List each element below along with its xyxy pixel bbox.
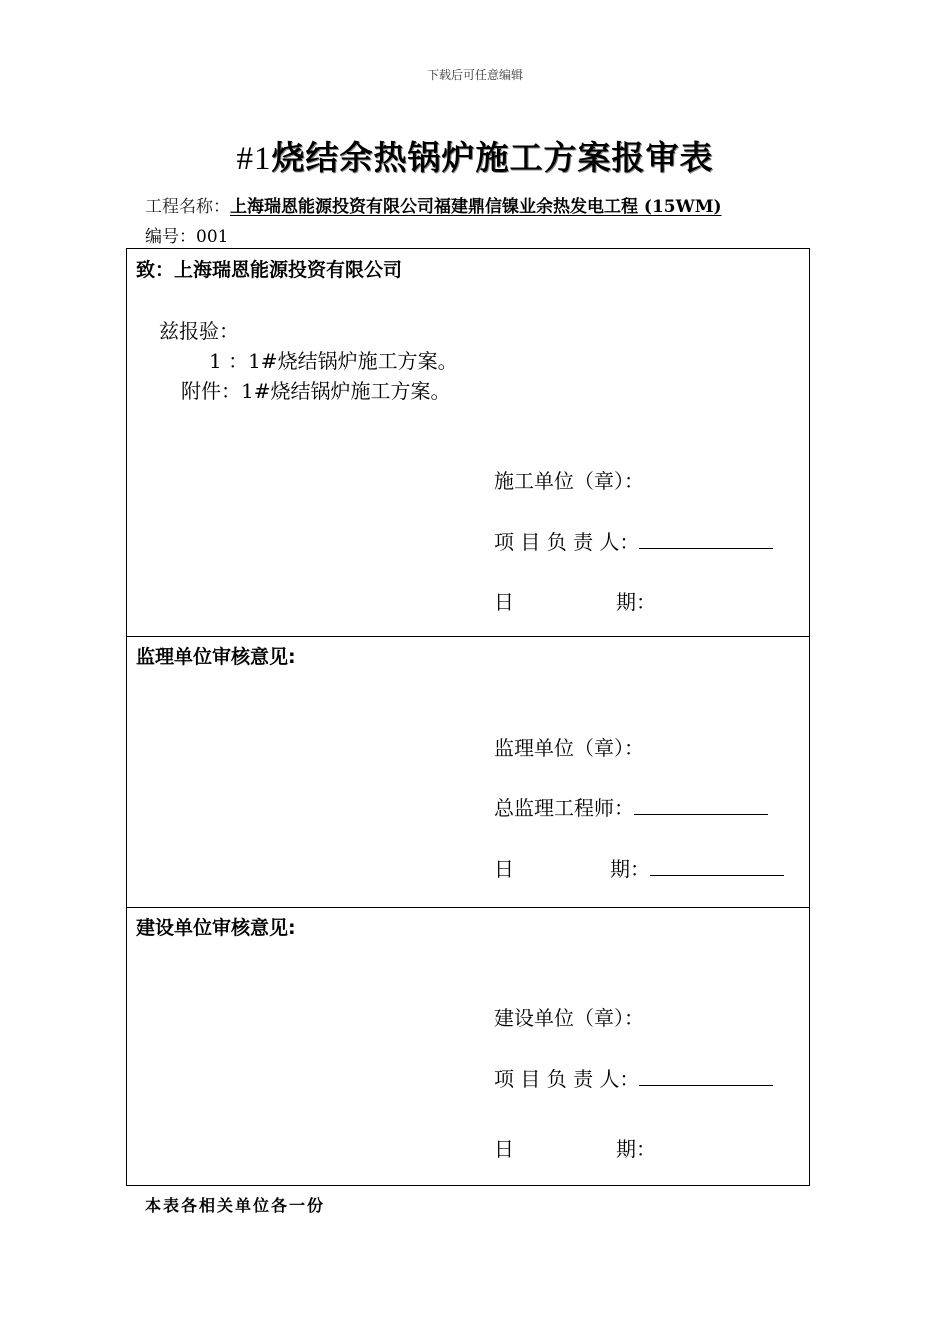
addressee: 致：上海瑞恩能源投资有限公司 [136,259,403,281]
contractor-date-label-b: 期： [616,590,656,614]
supervision-heading: 监理单位审核意见: [136,646,296,668]
contractor-manager-signature-line [639,547,773,549]
owner-date-label-b: 期： [616,1137,656,1161]
form-number-value: 001 [196,227,229,247]
owner-unit-seal: 建设单位（章）： [494,1006,644,1030]
owner-project-manager [494,1063,773,1092]
project-name-value: 上海瑞恩能源投资有限公司福建鼎信镍业余热发电工程 (15WM) [230,197,722,217]
supervision-unit-seal: 监理单位（章）： [494,736,644,760]
owner-manager-label: 项 目 负 责 人： [494,1067,640,1091]
approval-form-table [126,248,810,1186]
owner-section [127,907,809,1185]
contractor-unit-seal: 施工单位（章）： [494,469,644,493]
supervision-date [610,853,784,882]
submission-attachment: 附件：1#烧结锅炉施工方案。 [181,379,451,403]
owner-manager-signature-line [639,1084,773,1086]
title-text: 烧结余热锅炉施工方案报审表 [271,138,714,177]
contractor-date-label-a: 日 [494,590,514,614]
supervision-date-label-a: 日 [494,857,514,881]
chief-supervisor-signature-line [634,813,768,815]
contractor-manager-label: 项 目 负 责 人： [494,530,640,554]
submission-item-1: 1 ：1#烧结锅炉施工方案。 [209,349,458,373]
page-title [0,132,950,179]
supervision-date-label-b: 期： [610,857,650,881]
supervision-section [127,636,809,907]
submission-section [127,249,809,636]
form-number-label: 编号： [145,227,196,247]
owner-date-label-a: 日 [494,1137,514,1161]
project-name-label: 工程名称： [145,197,230,217]
header-note: 下载后可任意编辑 [426,68,523,82]
title-number: #1 [236,141,272,177]
form-number-line [145,222,228,247]
chief-supervisor [494,792,768,821]
owner-heading: 建设单位审核意见: [136,917,296,939]
footer-note: 本表各相关单位各一份 [145,1196,326,1215]
contractor-project-manager [494,526,773,555]
supervision-date-line [650,874,784,876]
chief-supervisor-label: 总监理工程师： [494,796,634,820]
submission-intro: 兹报验： [159,319,239,343]
project-name-line [145,192,722,217]
